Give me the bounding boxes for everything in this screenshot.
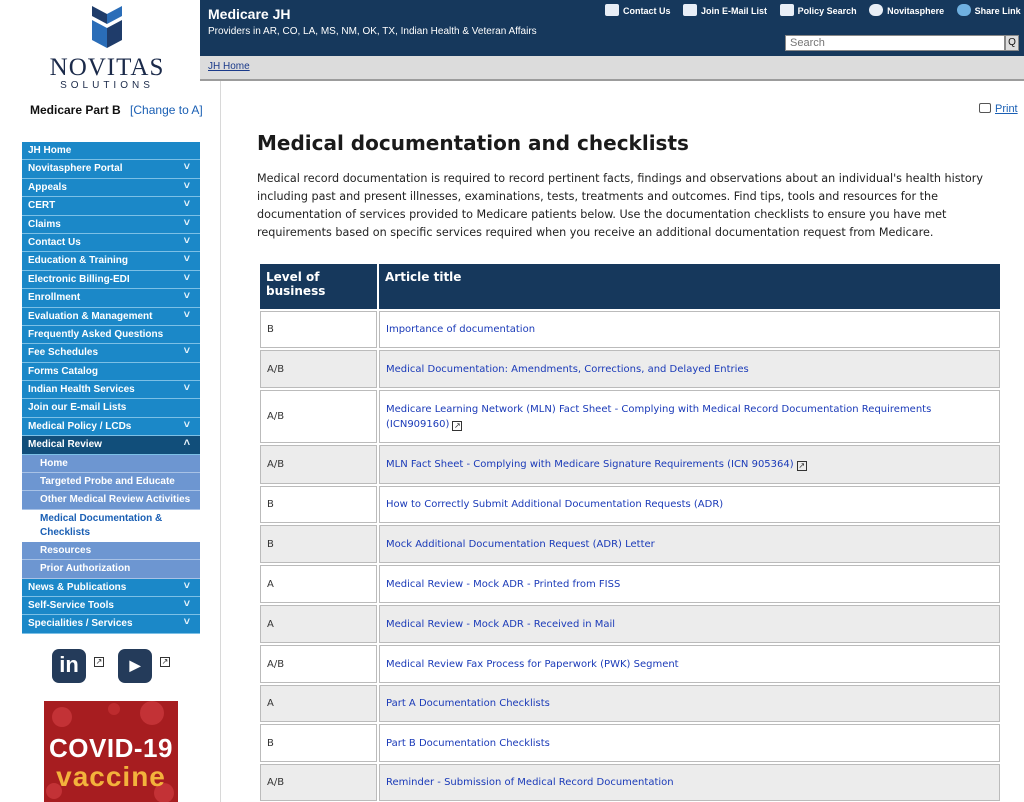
novitasphere-label: Novitasphere: [887, 6, 945, 16]
article-link[interactable]: Medical Review Fax Process for Paperwork (PWK) Segment: [386, 658, 679, 670]
article-link[interactable]: Importance of documentation: [386, 324, 536, 335]
level-cell: A/B: [260, 350, 377, 388]
sidebar-item-label: Forms Catalog: [28, 365, 99, 377]
print-label: Print: [995, 103, 1018, 115]
sidebar-item-novitasphere-portal[interactable]: [22, 160, 200, 178]
sidebar-item-label: Electronic Billing-EDI: [28, 273, 130, 285]
article-cell: [379, 445, 1000, 484]
novitas-logo[interactable]: [32, 4, 182, 96]
sidebar-nav: [22, 142, 200, 634]
article-link[interactable]: Mock Additional Documentation Request (ADR) Letter: [386, 538, 655, 550]
sidebar-subitem-other-medical-review-activities[interactable]: Other Medical Review Activities: [22, 491, 200, 509]
breadcrumb: [200, 56, 1024, 81]
site-header: [200, 0, 1024, 56]
sidebar-item-evaluation-management[interactable]: [22, 308, 200, 326]
join-email-label: Join E-Mail List: [701, 6, 768, 16]
header-article-title: Article title: [379, 264, 1000, 309]
logo-tagline: SOLUTIONS: [60, 80, 154, 91]
person-icon: [605, 4, 619, 16]
sidebar-item-education-training[interactable]: [22, 252, 200, 270]
article-link[interactable]: Part A Documentation Checklists: [386, 698, 550, 709]
level-cell: A/B: [260, 645, 377, 683]
chevron-down-icon[interactable]: ˅: [183, 597, 190, 610]
site-subtitle: Providers in AR, CO, LA, MS, NM, OK, TX, Indian Health & Veteran Affairs: [208, 26, 537, 37]
sidebar-item-contact-us[interactable]: [22, 234, 200, 252]
chevron-down-icon[interactable]: ˅: [183, 161, 190, 174]
article-cell: [379, 764, 1000, 801]
table-row: [260, 724, 1000, 762]
top-links: [605, 4, 1024, 24]
sidebar-item-label: Specialities / Services: [28, 618, 133, 630]
sidebar-subitem-home[interactable]: Home: [22, 455, 200, 473]
join-email-link[interactable]: [683, 4, 767, 16]
site-title[interactable]: Medicare JH: [208, 6, 291, 22]
chevron-down-icon[interactable]: ˅: [183, 290, 190, 303]
level-cell: A/B: [260, 764, 377, 801]
covid-title: COVID-19: [49, 733, 173, 763]
sidebar-item-cert[interactable]: [22, 197, 200, 215]
print-link[interactable]: [979, 103, 1018, 115]
level-cell: B: [260, 311, 377, 348]
sidebar-item-jh-home[interactable]: [22, 142, 200, 160]
article-link[interactable]: Reminder - Submission of Medical Record Documentation: [386, 777, 674, 788]
external-link-icon: ↗: [161, 657, 169, 666]
sidebar-item-claims[interactable]: [22, 216, 200, 234]
table-row: [260, 350, 1000, 388]
printer-icon: [979, 103, 991, 113]
article-cell: [379, 350, 1000, 388]
level-cell: B: [260, 525, 377, 563]
chevron-down-icon[interactable]: ˅: [183, 345, 190, 358]
header-level-of-business: Level of business: [260, 264, 377, 309]
sidebar-item-label: Enrollment: [28, 292, 81, 304]
sidebar-item-frequently-asked-questions[interactable]: [22, 326, 200, 344]
table-row: [260, 764, 1000, 801]
sidebar-subitem-medical-documentation-checklists[interactable]: Medical Documentation & Checklists: [22, 510, 200, 542]
policy-search-link[interactable]: [780, 4, 857, 16]
logo-wordmark: NOVITAS: [49, 54, 165, 81]
intro-paragraph: Medical record documentation is required to record pertinent facts, findings and observations about an individual's health history including past and present illnesses, examinations, tests, treatments and outcomes. Find tips, tools and resources for the documentation of services provided to Medicare patients below. Use the documentation checklists to ensure you have met requirements based on specific services required when you receive an additional documentation request from Medicare.: [257, 172, 983, 239]
page-title: Medical documentation and checklists: [257, 131, 689, 155]
external-link-icon: ↗: [798, 461, 806, 470]
share-link[interactable]: [957, 4, 1021, 16]
part-label: Medicare Part B: [30, 103, 121, 117]
chevron-down-icon[interactable]: ˅: [183, 234, 190, 247]
article-cell: [379, 486, 1000, 523]
article-link[interactable]: Medical Documentation: Amendments, Corrections, and Delayed Entries: [386, 363, 749, 375]
documentation-table: [258, 262, 1002, 802]
table-row: [260, 390, 1000, 443]
change-part-link[interactable]: [Change to A]: [130, 103, 203, 117]
chevron-down-icon[interactable]: ˅: [183, 198, 190, 211]
article-link[interactable]: Medical Review - Mock ADR - Received in Mail: [386, 618, 616, 630]
article-cell: [379, 390, 1000, 443]
search-button[interactable]: Q: [1005, 35, 1019, 51]
sidebar-item-news-publications[interactable]: [22, 579, 200, 597]
sidebar-item-join-our-e-mail-lists[interactable]: [22, 399, 200, 417]
logo-mark-icon: [90, 4, 124, 50]
level-cell: A/B: [260, 445, 377, 484]
table-row: [260, 685, 1000, 722]
sidebar-item-label: Frequently Asked Questions: [28, 328, 164, 340]
level-cell: A: [260, 565, 377, 603]
sidebar-item-forms-catalog[interactable]: [22, 363, 200, 381]
article-link[interactable]: How to Correctly Submit Additional Documentation Requests (ADR): [386, 499, 724, 510]
sidebar-subitem-prior-authorization[interactable]: Prior Authorization: [22, 560, 200, 578]
chevron-down-icon[interactable]: ˅: [183, 616, 190, 629]
external-link-icon: ↗: [95, 657, 103, 666]
sidebar-item-electronic-billing-edi[interactable]: [22, 271, 200, 289]
search-input[interactable]: [785, 35, 1005, 51]
sidebar-item-label: Indian Health Services: [28, 384, 135, 396]
sidebar-item-label: Appeals: [28, 181, 67, 193]
linkedin-icon[interactable]: in: [52, 649, 86, 683]
covid-vaccine-banner[interactable]: [44, 701, 178, 802]
novitasphere-link[interactable]: [869, 4, 944, 16]
article-cell: [379, 645, 1000, 683]
sidebar-item-label: Join our E-mail Lists: [28, 402, 127, 414]
sidebar-item-label: Fee Schedules: [28, 347, 99, 359]
article-cell: [379, 724, 1000, 762]
external-link-icon: ↗: [454, 420, 461, 430]
sidebar-item-label: Contact Us: [28, 236, 81, 248]
chevron-down-icon[interactable]: ˅: [183, 216, 190, 229]
chevron-down-icon[interactable]: ˅: [183, 382, 190, 395]
chevron-down-icon[interactable]: ˅: [183, 179, 190, 192]
breadcrumb-jh-home[interactable]: JH Home: [208, 61, 250, 72]
sidebar-item-indian-health-services[interactable]: [22, 381, 200, 399]
search-icon: [780, 4, 794, 16]
article-cell: [379, 565, 1000, 603]
sidebar-item-fee-schedules[interactable]: [22, 344, 200, 362]
level-cell: A: [260, 605, 377, 643]
globe-icon: [869, 4, 883, 16]
chevron-up-icon[interactable]: ˄: [183, 437, 190, 450]
sidebar-subitem-targeted-probe-and-educate[interactable]: Targeted Probe and Educate: [22, 473, 200, 491]
chevron-down-icon[interactable]: ˅: [183, 579, 190, 592]
chevron-down-icon[interactable]: ˅: [183, 308, 190, 321]
article-cell: [379, 311, 1000, 348]
sidebar-item-label: Education & Training: [28, 255, 129, 267]
sidebar-item-label: CERT: [28, 200, 56, 212]
contact-us-link[interactable]: [605, 4, 671, 16]
sidebar-item-label: Medical Review: [28, 439, 102, 451]
contact-us-label: Contact Us: [623, 6, 671, 16]
table-row: [260, 525, 1000, 563]
level-cell: B: [260, 486, 377, 523]
table-row: [260, 311, 1000, 348]
article-link[interactable]: Medical Review - Mock ADR - Printed from FISS: [386, 578, 621, 590]
sidebar-item-specialities-services[interactable]: [22, 615, 200, 633]
article-link[interactable]: Part B Documentation Checklists: [386, 737, 550, 749]
sidebar-item-medical-review[interactable]: [22, 436, 200, 454]
sidebar-item-label: Self-Service Tools: [28, 599, 114, 611]
covid-subtitle: vaccine: [56, 761, 166, 792]
sidebar-item-appeals[interactable]: [22, 179, 200, 197]
article-cell: [379, 685, 1000, 722]
sidebar-item-label: Evaluation & Management: [28, 310, 153, 322]
policy-search-label: Policy Search: [797, 6, 857, 16]
level-cell: B: [260, 724, 377, 762]
sidebar-item-label: Medical Policy / LCDs: [28, 420, 132, 432]
table-row: [260, 565, 1000, 603]
sidebar-item-label: JH Home: [28, 145, 72, 156]
sidebar-subitem-resources[interactable]: Resources: [22, 542, 200, 560]
chevron-down-icon[interactable]: ˅: [183, 271, 190, 284]
chevron-down-icon[interactable]: ˅: [183, 253, 190, 266]
sidebar-item-label: News & Publications: [28, 581, 127, 593]
chevron-down-icon[interactable]: ˅: [183, 418, 190, 431]
level-cell: A/B: [260, 390, 377, 443]
share-link-label: Share Link: [974, 6, 1021, 16]
sidebar-item-enrollment[interactable]: [22, 289, 200, 307]
sidebar-item-self-service-tools[interactable]: [22, 597, 200, 615]
article-cell: [379, 605, 1000, 643]
article-link[interactable]: Medicare Learning Network (MLN) Fact Sheet - Complying with Medical Record Documentation Requirements (ICN909160): [386, 403, 932, 430]
youtube-icon[interactable]: ▶: [118, 649, 152, 683]
table-row: [260, 645, 1000, 683]
sidebar-item-label: Claims: [28, 218, 61, 230]
table-header-row: [260, 264, 1000, 309]
level-cell: A: [260, 685, 377, 722]
article-cell: [379, 525, 1000, 563]
table-row: [260, 486, 1000, 523]
left-column: [0, 0, 221, 802]
envelope-icon: [683, 4, 697, 16]
table-row: [260, 605, 1000, 643]
share-icon: [957, 4, 971, 16]
sidebar-item-label: Novitasphere Portal: [28, 163, 123, 175]
sidebar-item-medical-policy-lcds[interactable]: [22, 418, 200, 436]
social-links: [52, 649, 182, 685]
part-selector: [30, 103, 203, 117]
article-link[interactable]: MLN Fact Sheet - Complying with Medicare Signature Requirements (ICN 905364): [386, 459, 794, 470]
table-row: [260, 445, 1000, 484]
